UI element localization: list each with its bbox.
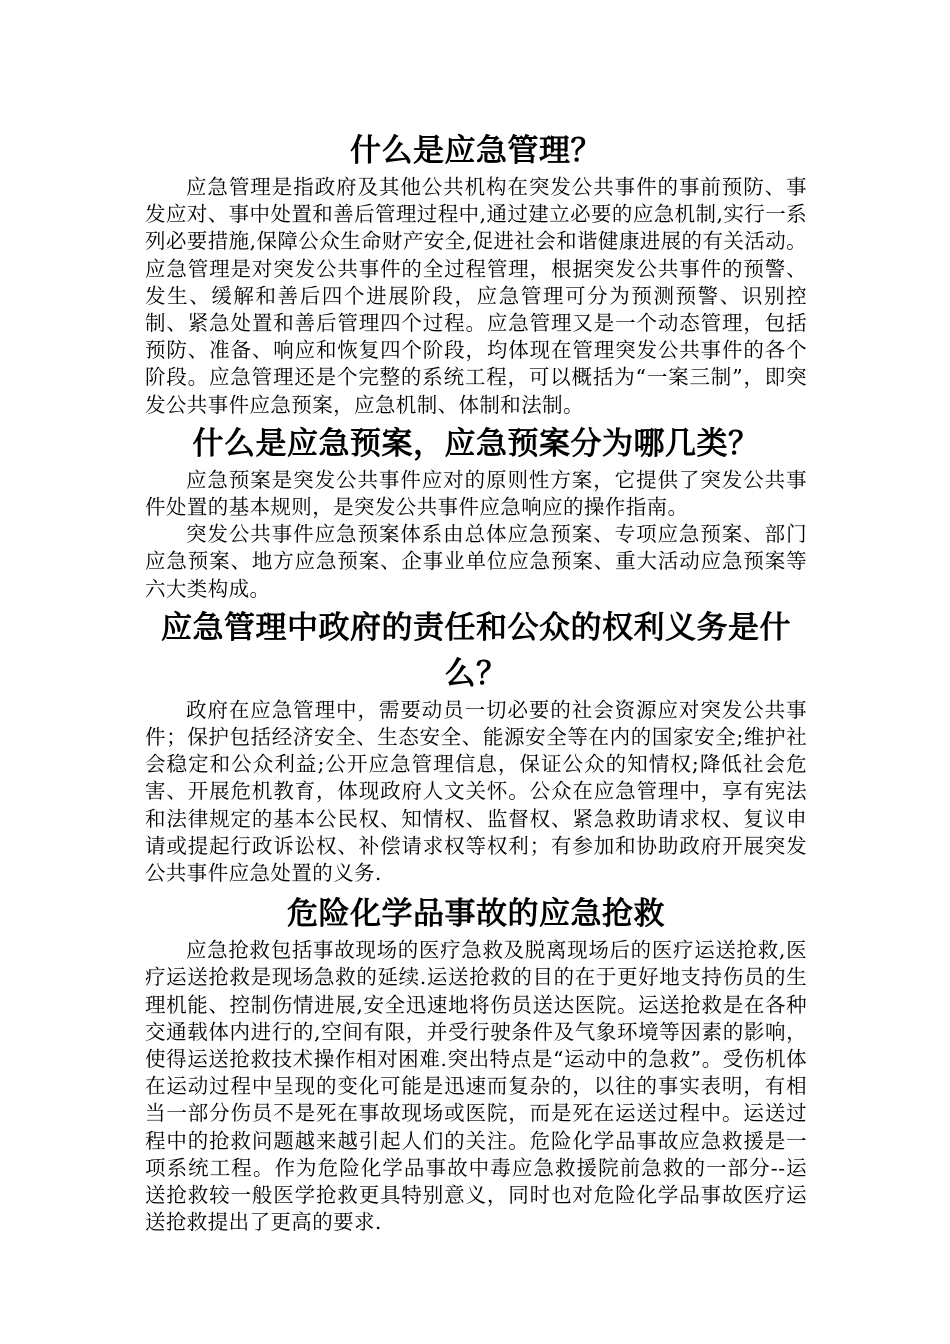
section-hazardous-chemical-rescue [145,891,807,1236]
paragraph: 应急抢救包括事故现场的医疗急救及脱离现场后的医疗运送抢救,医疗运送抢救是现场急救的延续.运送抢救的目的在于更好地支持伤员的生理机能、控制伤情进展,安全迅速地将伤员送达医院。运送抢救是在各种交通载体内进行的,空间有限，并受行驶条件及气象环境等因素的影响，使得运送抢救技术操作相对困难.突出特点是“运动中的急救”。受伤机体在运动过程中呈现的变化可能是迅速而复杂的，以往的事实表明，有相当一部分伤员不是死在事故现场或医院，而是死在运送过程中。运送过程中的抢救问题越来越引起人们的关注。危险化学品事故应急救援是一项系统工程。作为危险化学品事故中毒应急救援院前急救的一部分--运送抢救较一般医学抢救更具特别意义，同时也对危险化学品事故医疗运送抢救提出了更高的要求. [145,938,807,1235]
section-title: 危险化学品事故的应急抢救 [287,896,665,933]
paragraph: 政府在应急管理中，需要动员一切必要的社会资源应对突发公共事件；保护包括经济安全、生态安全、能源安全等在内的国家安全;维护社会稳定和公众利益;公开应急管理信息，保证公众的知情权;降低社会危害、开展危机教育，体现政府人文关怀。公众在应急管理中，享有宪法和法律规定的基本公民权、知情权、监督权、紧急救助请求权、复议申请或提起行政诉讼权、补偿请求权等权利；有参加和协助政府开展突发公共事件应急处置的义务. [145,697,807,886]
section-emergency-management [145,128,807,419]
section-title: 应急管理中政府的责任和公众的权利义务是什么？ [161,609,791,692]
paragraph: 应急预案是突发公共事件应对的原则性方案，它提供了突发公共事件处置的基本规则，是突发公共事件应急响应的操作指南。 [145,467,807,520]
section-title: 什么是应急预案，应急预案分为哪几类？ [192,425,760,462]
section-emergency-plan [145,421,807,603]
paragraph: 突发公共事件应急预案体系由总体应急预案、专项应急预案、部门应急预案、地方应急预案、企事业单位应急预案、重大活动应急预案等六大类构成。 [145,522,807,601]
section-government-responsibility [145,605,807,887]
document-page [145,128,807,1237]
section-title: 什么是应急管理？ [350,133,602,169]
paragraph: 应急管理是指政府及其他公共机构在突发公共事件的事前预防、事发应对、事中处置和善后管理过程中,通过建立必要的应急机制,实行一系列必要措施,保障公众生命财产安全,促进社会和谐健康进展的有关活动。应急管理是对突发公共事件的全过程管理，根据突发公共事件的预警、发生、缓解和善后四个进展阶段，应急管理可分为预测预警、识别控制、紧急处置和善后管理四个过程。应急管理又是一个动态管理，包括预防、准备、响应和恢复四个阶段，均体现在管理突发公共事件的各个阶段。应急管理还是个完整的系统工程，可以概括为“一案三制”，即突发公共事件应急预案，应急机制、体制和法制。 [145,175,807,417]
